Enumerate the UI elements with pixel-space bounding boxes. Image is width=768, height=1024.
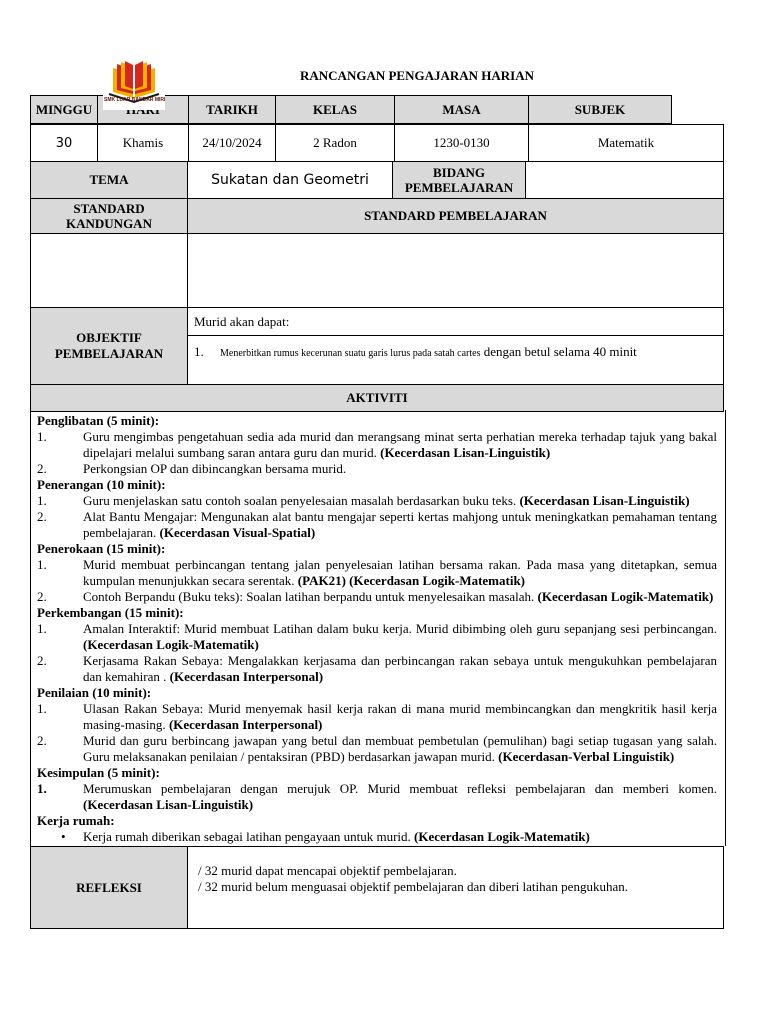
aktiviti-item [37,589,717,605]
aktiviti-list [37,413,717,845]
objektif-item [188,336,724,385]
aktiviti-item [37,829,717,845]
aktiviti-item [37,429,717,461]
refleksi-line-1: / 32 murid dapat mencapai objektif pembelajaran. [198,863,457,878]
aktiviti-item-text [83,621,717,653]
value-standard-kandungan [31,234,188,308]
label-aktiviti: AKTIVITI [31,385,724,412]
aktiviti-section-title: Penerangan (10 minit): [37,477,166,492]
value-tarikh: 24/10/2024 [189,125,276,162]
aktiviti-item [37,557,717,589]
aktiviti-item-text [83,653,717,685]
aktiviti-item-text [83,733,717,765]
values-table [30,124,724,162]
aktiviti-item-body: Guru menjelaskan satu contoh soalan penyelesaian masalah berdasarkan buku teks. [83,493,517,508]
aktiviti-item [37,461,717,477]
aktiviti-item-body: Murid membuat perbincangan tentang jalan penyelesaian latihan bersama rakan. Pada masa yang ditetapkan, semua kumpulan menunjukkan secara serentak. [83,557,717,588]
label-minggu: MINGGU [31,96,98,124]
value-minggu: 30 [31,125,98,162]
label-standard-kandungan: STANDARD KANDUNGAN [31,199,188,234]
value-masa: 1230-0130 [395,125,529,162]
aktiviti-item-kecerdasan: (Kecerdasan Logik-Matematik) [83,637,259,652]
aktiviti-item-kecerdasan: (Kecerdasan-Verbal Linguistik) [498,749,675,764]
aktiviti-item-body: Perkongsian OP dan dibincangkan bersama murid. [83,461,347,476]
value-tema: Sukatan dan Geometri [188,162,393,199]
aktiviti-item-kecerdasan: (Kecerdasan Logik-Matematik) [414,829,590,844]
refleksi-line-2: / 32 murid belum menguasai objektif pembelajaran dan diberi latihan pengukuhan. [198,879,628,894]
aktiviti-item-text [83,557,717,589]
aktiviti-item-number: 1. [37,621,47,636]
aktiviti-item-kecerdasan: (Kecerdasan Interpersonal) [169,669,324,684]
objektif-intro: Murid akan dapat: [188,308,724,336]
aktiviti-item-number: 2. [37,509,47,524]
aktiviti-item-text [83,493,717,509]
logo-caption: SMK LUAR BANDAR MIRI [104,97,166,103]
label-bidang: BIDANG PEMBELAJARAN [393,162,526,199]
aktiviti-item-kecerdasan: (Kecerdasan Lisan-Linguistik) [83,797,254,812]
aktiviti-item-body: Merumuskan pembelajaran dengan merujuk OP. Murid membuat refleksi pembelajaran dan memberi komen. [83,781,717,796]
aktiviti-item-text [83,701,717,733]
value-standard-pembelajaran [188,234,724,308]
aktiviti-section-title: Kerja rumah: [37,813,115,828]
label-standard-pembelajaran: STANDARD PEMBELAJARAN [188,199,724,234]
aktiviti-item-body: Guru mengimbas pengetahuan sedia ada murid dan merangsang minat serta perhatian mereka terhadap tajuk yang bakal dipelajari melalui sumbang saran antara guru dan murid. [83,429,717,460]
label-subjek: SUBJEK [529,96,672,124]
aktiviti-item-number: 2. [37,461,47,476]
label-tema: TEMA [31,162,188,199]
aktiviti-item-text [83,429,717,461]
aktiviti-item-kecerdasan: (Kecerdasan Lisan-Linguistik) [380,445,551,460]
aktiviti-item-text [83,461,717,477]
label-tarikh: TARIKH [189,96,276,124]
aktiviti-item-body: Kerjasama Rakan Sebaya: Mengalakkan kerjasama dan perbincangan rakan sebaya untuk mengukuhkan pembelajaran dan kemahiran . [83,653,717,684]
aktiviti-item-number: 2. [37,653,47,668]
aktiviti-item-kecerdasan: (Kecerdasan Interpersonal) [168,717,323,732]
aktiviti-item-kecerdasan: (Kecerdasan Logik-Matematik) [537,589,714,604]
label-kelas: KELAS [276,96,395,124]
label-refleksi: REFLEKSI [31,847,188,929]
aktiviti-section-title: Penilaian (10 minit): [37,685,152,700]
aktiviti-section-title: Penerokaan (15 minit): [37,541,166,556]
objektif-item-small: Menerbitkan rumus kecerunan suatu garis lurus pada satah cartes [220,348,481,359]
aktiviti-item [37,509,717,541]
aktiviti-item-number: 1. [37,781,47,796]
aktiviti-item-body: Contoh Berpandu (Buku teks): Soalan latihan berpandu untuk menyelesaikan masalah. [83,589,535,604]
aktiviti-item-number: 2. [37,589,47,604]
aktiviti-item-kecerdasan: (Kecerdasan Lisan-Linguistik) [519,493,690,508]
value-hari: Khamis [98,125,189,162]
aktiviti-item-number: • [61,829,66,844]
aktiviti-item-number: 1. [37,429,47,444]
aktiviti-section-title: Penglibatan (5 minit): [37,413,160,428]
aktiviti-item [37,781,717,813]
value-subjek: Matematik [529,125,724,162]
aktiviti-item-text [83,589,717,605]
aktiviti-item-body: Amalan Interaktif: Murid membuat Latihan dalam buku kerja. Murid dibimbing oleh guru sepanjang sesi perbincangan. [83,621,717,636]
tema-table [30,161,724,412]
label-masa: MASA [395,96,529,124]
aktiviti-section-title: Kesimpulan (5 minit): [37,765,160,780]
objektif-item-number: 1. [194,344,204,359]
value-bidang [526,162,724,199]
refleksi-table [30,846,724,929]
aktiviti-item-kecerdasan: (PAK21) (Kecerdasan Logik-Matematik) [297,573,526,588]
aktiviti-item-body: Kerja rumah diberikan sebagai latihan pengayaan untuk murid. [83,829,411,844]
refleksi-content [188,847,724,929]
aktiviti-item-number: 2. [37,733,47,748]
aktiviti-item [37,493,717,509]
aktiviti-item-text [83,781,717,813]
aktiviti-item [37,733,717,765]
aktiviti-section-title: Perkembangan (15 minit): [37,605,184,620]
page-title: RANCANGAN PENGAJARAN HARIAN [300,68,534,83]
aktiviti-item-number: 1. [37,493,47,508]
aktiviti-item-kecerdasan: (Kecerdasan Visual-Spatial) [159,525,316,540]
aktiviti-item-body: Alat Bantu Mengajar: Mengunakan alat bantu mengajar seperti kertas mahjong untuk meningkatkan pemahaman tentang pembelajaran. [83,509,717,540]
aktiviti-item-body: Ulasan Rakan Sebaya: Murid menyemak hasil kerja rakan di mana murid membincangkan dan mengkritik hasil kerja masing-masing. [83,701,717,732]
aktiviti-item-text [83,829,717,845]
value-kelas: 2 Radon [276,125,395,162]
aktiviti-item-text [83,509,717,541]
aktiviti-item [37,701,717,733]
aktiviti-item-body: Murid dan guru berbincang jawapan yang betul dan membuat pembetulan (pemulihan) bagi setiap tugasan yang salah. Guru melaksanakan penilaian / pentaksiran (PBD) berdasarkan jawapan murid. [83,733,717,764]
objektif-item-tail: dengan betul selama 40 minit [483,344,637,359]
aktiviti-item-number: 1. [37,557,47,572]
aktiviti-item [37,621,717,653]
aktiviti-body [30,410,726,846]
aktiviti-item [37,653,717,685]
aktiviti-item-number: 1. [37,701,47,716]
label-objektif: OBJEKTIF PEMBELAJARAN [31,308,188,385]
